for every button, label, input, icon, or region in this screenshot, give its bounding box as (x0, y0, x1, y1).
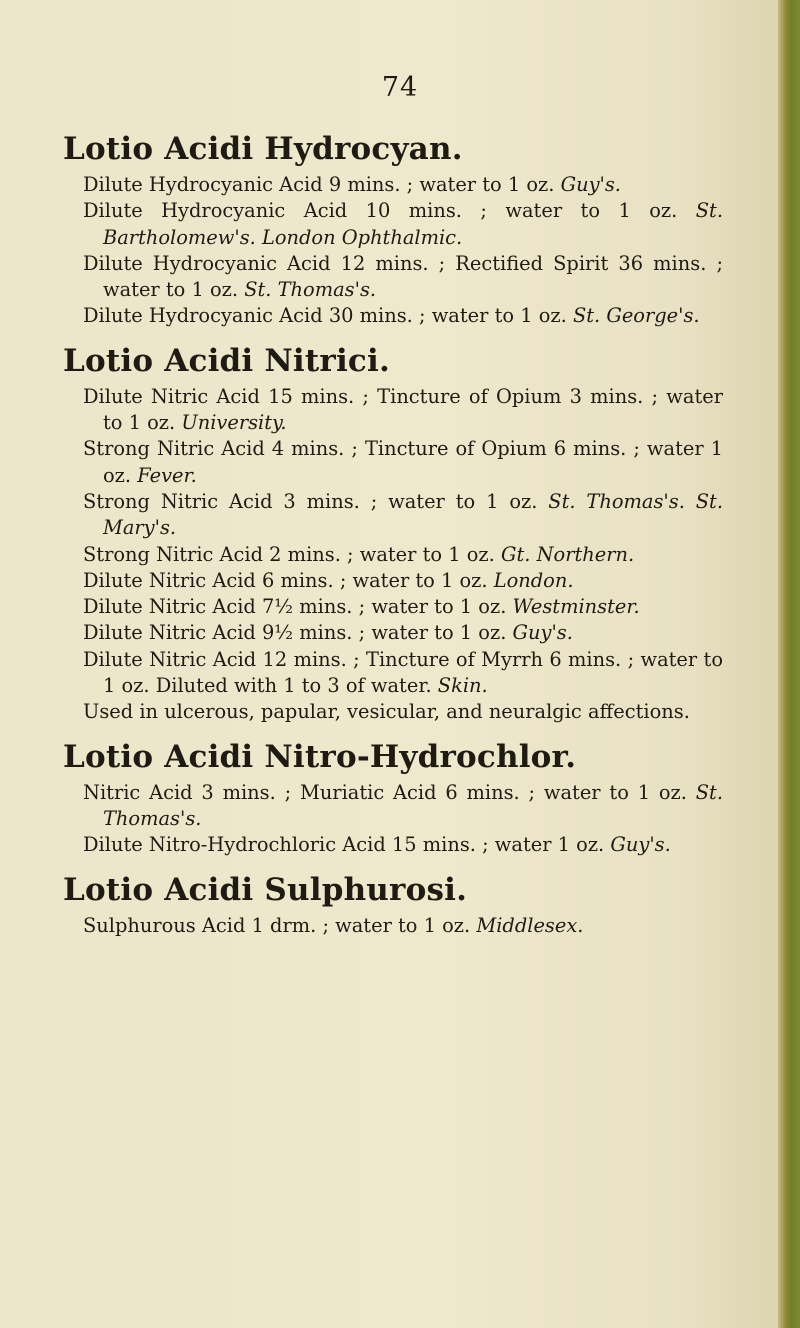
entry-text: Strong Nitric Acid 3 mins. ; water to 1 oz. (83, 489, 538, 513)
entry-source: Skin. (437, 674, 488, 698)
entry-source: Guy's. (610, 833, 671, 857)
entry-source: St. Thomas's. (244, 278, 377, 302)
entry (83, 568, 723, 594)
entry-text: Dilute Nitro-Hydrochloric Acid 15 mins. ; water 1 oz. (83, 833, 605, 857)
entry-source: St. Thomas's. St. Mary's. (103, 489, 723, 540)
entry (83, 780, 723, 833)
entry-text: Dilute Nitric Acid 9½ mins. ; water to 1 oz. (83, 621, 507, 645)
entry-text: Used in ulcerous, papular, vesicular, and neuralgic affections. (83, 700, 690, 724)
entry-text: Dilute Nitric Acid 12 mins. ; Tincture of Myrrh 6 mins. ; water to 1 oz. Diluted with 1 to 3 of water. (83, 647, 723, 698)
entry (83, 172, 723, 198)
entry (83, 594, 723, 620)
section-nitrici (63, 338, 723, 726)
entry (83, 198, 723, 251)
entry-text: Strong Nitric Acid 4 mins. ; Tincture of Opium 6 mins. ; water 1 oz. (83, 437, 723, 487)
entry-source: University. (181, 411, 287, 435)
entry (83, 384, 723, 437)
entry-text: Dilute Hydrocyanic Acid 30 mins. ; water to 1 oz. (83, 304, 567, 328)
section-heading: Lotio Acidi Nitrici. (63, 342, 390, 379)
entry-source: Fever. (137, 463, 197, 487)
entry (83, 303, 723, 329)
entry-source: Guy's. (512, 621, 573, 645)
entry-source: Gt. Northern. (500, 542, 635, 566)
entry-source: Westminster. (512, 595, 640, 619)
entry (83, 542, 723, 568)
entry-text: Dilute Hydrocyanic Acid 9 mins. ; water to 1 oz. (83, 173, 555, 196)
entry (83, 489, 723, 542)
entry-text: Dilute Nitric Acid 6 mins. ; water to 1 oz. (83, 568, 488, 592)
entry-source: London. (493, 568, 574, 592)
entry (83, 251, 723, 304)
entry (83, 647, 723, 700)
page-content (63, 126, 723, 939)
entry (83, 436, 723, 489)
entry-source: St. George's. (572, 304, 700, 328)
entry-text: Dilute Hydrocyanic Acid 10 mins. ; water to 1 oz. (83, 199, 678, 223)
entry-text: Dilute Nitric Acid 7½ mins. ; water to 1 oz. (83, 595, 507, 619)
entry-source: Middlesex. (476, 913, 584, 937)
entry (83, 832, 723, 858)
entry (83, 913, 723, 939)
entry-source: St. Thomas's. (103, 780, 723, 830)
entry-text: Sulphurous Acid 1 drm. ; water to 1 oz. (83, 913, 471, 937)
section-nitro-hydrochlor (63, 734, 723, 859)
entry (83, 620, 723, 646)
section-heading: Lotio Acidi Sulphurosi. (63, 871, 468, 908)
entry (83, 699, 723, 725)
page-edge (778, 0, 800, 1328)
section-heading: Lotio Acidi Hydrocyan. (63, 131, 463, 167)
entry-source: St. Bartholomew's. London Ophthalmic. (103, 199, 723, 249)
section-hydrocyan (63, 126, 723, 330)
section-sulphurosi (63, 867, 723, 939)
entry-text: Nitric Acid 3 mins. ; Muriatic Acid 6 mins. ; water to 1 oz. (83, 780, 687, 804)
section-heading: Lotio Acidi Nitro-Hydrochlor. (63, 738, 577, 775)
entry-text: Dilute Nitric Acid 15 mins. ; Tincture of Opium 3 mins. ; water to 1 oz. (83, 384, 723, 435)
entry-text: Dilute Hydrocyanic Acid 12 mins. ; Rectified Spirit 36 mins. ; water to 1 oz. (83, 251, 723, 302)
entry-text: Strong Nitric Acid 2 mins. ; water to 1 oz. (83, 542, 495, 566)
entry-source: Guy's. (560, 173, 621, 196)
page-number: 74 (381, 72, 419, 103)
